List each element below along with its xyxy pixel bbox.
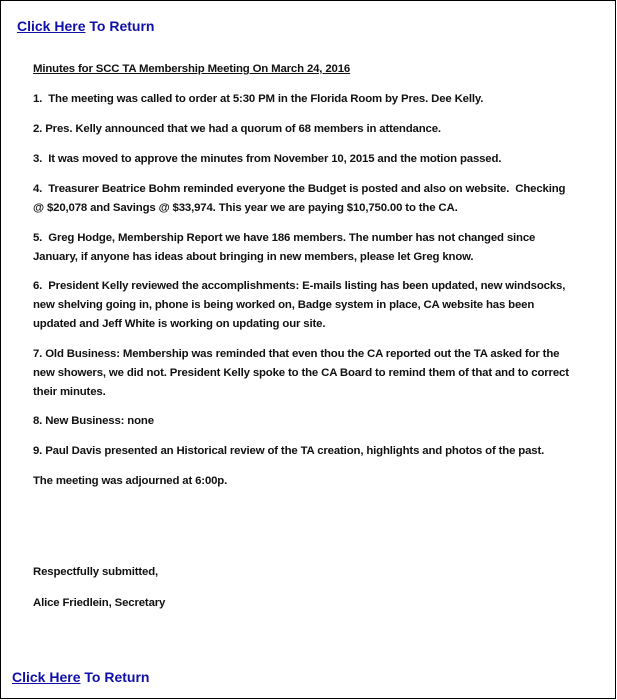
click-here-link-bottom[interactable]: Click Here	[12, 669, 81, 685]
return-link-bottom	[12, 669, 149, 685]
item-6-line-2: new shelving going in, phone is being worked on, Badge system in place, CA website has been	[33, 299, 535, 311]
return-suffix-top: To Return	[85, 18, 155, 34]
adjourned-note: The meeting was adjourned at 6:00p.	[33, 475, 228, 487]
closing-line: Respectfully submitted,	[33, 566, 159, 578]
item-4-line-2: @ $20,078 and Savings @ $33,974. This year we are paying $10,750.00 to the CA.	[33, 202, 458, 214]
item-6-line-1: 6. President Kelly reviewed the accomplishments: E-mails listing has been updated, new windsocks,	[33, 280, 566, 292]
item-2: 2. Pres. Kelly announced that we had a quorum of 68 members in attendance.	[33, 123, 441, 135]
item-7-line-2: new showers, we did not. President Kelly spoke to the CA Board to remind them of that and to correct	[33, 367, 569, 379]
item-6-line-3: updated and Jeff White is working on updating our site.	[33, 318, 326, 330]
item-7-line-3: their minutes.	[33, 386, 106, 398]
item-7-line-1: 7. Old Business: Membership was reminded that even thou the CA reported out the TA asked for the	[33, 348, 560, 360]
item-8: 8. New Business: none	[33, 415, 154, 427]
item-1: 1. The meeting was called to order at 5:30 PM in the Florida Room by Pres. Dee Kelly.	[33, 93, 484, 105]
click-here-link-top[interactable]: Click Here	[17, 18, 86, 34]
return-link-top	[17, 18, 154, 34]
item-3: 3. It was moved to approve the minutes from November 10, 2015 and the motion passed.	[33, 153, 502, 165]
return-suffix-bottom: To Return	[80, 669, 150, 685]
signature-line: Alice Friedlein, Secretary	[33, 597, 166, 609]
item-9: 9. Paul Davis presented an Historical review of the TA creation, highlights and photos of the past.	[33, 445, 545, 457]
item-5-line-1: 5. Greg Hodge, Membership Report we have 186 members. The number has not changed since	[33, 232, 536, 244]
item-5-line-2: January, if anyone has ideas about bringing in new members, please let Greg know.	[33, 251, 474, 263]
item-4-line-1: 4. Treasurer Beatrice Bohm reminded everyone the Budget is posted and also on website. Checking	[33, 183, 566, 195]
minutes-title: Minutes for SCC TA Membership Meeting On March 24, 2016	[33, 63, 351, 75]
